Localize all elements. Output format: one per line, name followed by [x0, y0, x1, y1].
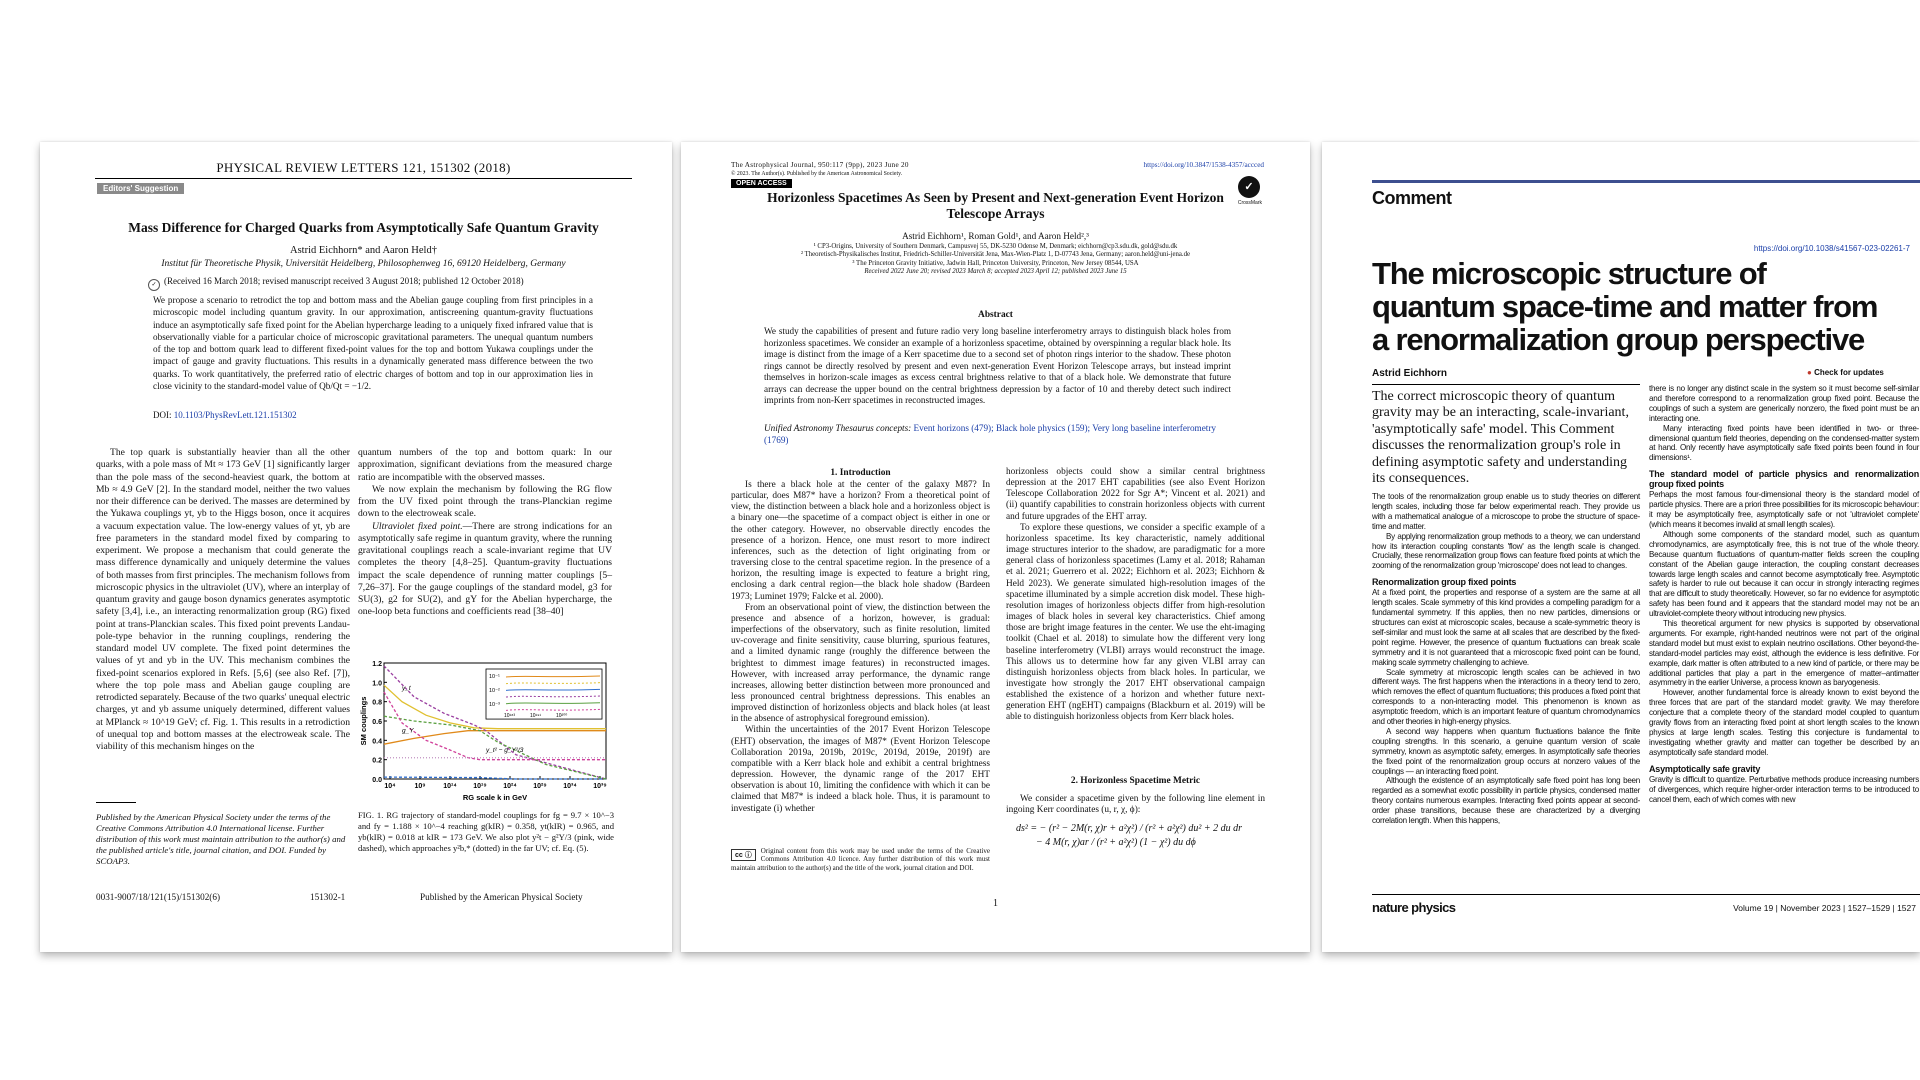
body-column-left: The top quark is substantially heavier than all the other quarks, with a pole mass of Mt ≈ 173 GeV [1] significantly larger than the pole mass of the second-heaviest quark, the bottom at Mb ≈ 4.9 GeV [2]. In the standard model, neither the two values nor their difference can be derived. The masses are determined by the Yukawa couplings yt, yb to the Higgs boson, once it acquires a vacuum expectation value. The low-energy values of yt, yb are free parameters in the standard model fixed by comparing to experiment. We propose a mechanism that could generate the mass difference dynamically and uniquely determine the values of both masses from first principles. The mechanism follows from microscopic physics in the ultraviolet (UV), where an interplay of quantum gravity and gauge boson dynamics generates asymptotic safety [3,4], i.e., an interacting renormalization group (RG) fixed point at trans-Planckian scales. This fixed point prevents Landau-pole-type behavior in the running couplings, rendering the standard model UV complete. The fixed point determines the values of yt and yb in the UV. This mechanism combines the fixed-point scenarios explored in Refs. [5,6] (see also Ref. [7]), where the top pole mass and Abelian gauge coupling are retrodicted separately. Because of the two quarks' unequal electric charges, yt and yb assume uniquely determined, different values at MPlanck ≈ 10^19 GeV; cf. Fig. 1. This results in a retrodiction of unequal top and bottom masses at the electroweak scale. The viability of this mechanism hinges on the	[96, 447, 351, 752]
affiliation-1: ¹ CP3-Origins, University of Southern Denmark, Campusvej 55, DK-5230 Odense M, Denmark; eichhorn@cp3.sdu.dk, gold@sdu.dk	[813, 243, 1178, 250]
crossmark-label: CrossMark	[1237, 200, 1262, 206]
body-paragraph: Scale symmetry at microscopic length scales can be achieved in two different ways. The first happens when the interactions in a theory tend to zero, which removes the effect of quantum fluctuations; this produces a fixed point that corresponds to a non-interacting model. This phenomenon is known as asymptotic freedom, which is an important feature of quantum chromodynamics and other theories in high-energy physics.	[1372, 667, 1640, 727]
inset-x-label: 10¹⁹¹	[530, 713, 542, 720]
check-updates-button[interactable]: ● Check for updates	[1807, 368, 1884, 377]
x-tick-label: 10²⁴	[503, 783, 517, 790]
footer-publisher: Published by the American Physical Society	[420, 892, 583, 902]
footer-rule	[1372, 894, 1920, 895]
x-tick-label: 10⁹	[414, 783, 426, 790]
inset-y-label: 10⁻¹	[489, 674, 500, 680]
article-type: Comment	[1372, 188, 1452, 208]
page-number: 1	[993, 898, 998, 909]
body-paragraph: quantum numbers of the top and bottom quark: In our approximation, significant deviations from the measured charge ratio are incompatible with the observed masses.	[358, 447, 612, 483]
open-access-badge: OPEN ACCESS	[731, 179, 792, 188]
paper-page-apj	[681, 142, 1310, 952]
journal-header: The Astrophysical Journal, 950:117 (9pp), 2023 June 20	[731, 161, 909, 169]
affiliation: Institut für Theoretische Physik, Universität Heidelberg, Philosophenweg 16, 69120 Heidelberg, Germany	[161, 259, 566, 269]
body-paragraph: We now explain the mechanism by following the RG flow from the UV fixed point through the trans-Planckian regime down to the electroweak scale.	[358, 483, 612, 520]
uat-concepts: Unified Astronomy Thesaurus concepts: Event horizons (479); Black hole physics (159); Very long baseline interferometry (1769)	[764, 423, 1216, 445]
standfirst: The correct microscopic theory of quantum gravity may be an interacting, scale-invariant, 'asymptotically safe' model. This Comment discusses the renormalization group's role in defining asymptotic safety and understanding its consequences.	[1372, 384, 1640, 487]
body-paragraph: We consider a spacetime given by the following line element in ingoing Kerr coordinates (u, r, χ, ϕ):	[1006, 794, 1265, 816]
affiliation-2: ² Theoretisch-Physikalisches Institut, Friedrich-Schiller-Universität Jena, Max-Wien-Platz 1, D-07743 Jena, Germany; aaron.held@uni-jena.de	[800, 251, 1191, 259]
uat-links[interactable]: Event horizons (479); Black hole physics (159); Very long baseline interferometry (1769)	[764, 423, 1216, 445]
body-column-right	[358, 447, 612, 619]
paper-title: Mass Difference for Charged Quarks from Asymptotically Safe Quantum Gravity	[128, 220, 599, 235]
paper-page-prl	[40, 142, 672, 952]
body-paragraph: Although some components of the standard model, such as quantum chromodynamics, are asymptotically free, this is not true of the whole theory. Because quantum fluctuations of quantum-matter fields screen the coupling constant of the Abelian gauge interaction, the coupling constant decreases towards large length scales and cannot become asymptotically free. Asymptotic safety is harder to rule out because it can occur in strongly interacting regimes that are difficult to study theoretically. However, so far no evidence for asymptotic safety has been found and it appears that the standard model may not be an ultraviolet-complete theory without introducing new physics.	[1649, 529, 1919, 619]
equation	[1016, 822, 1266, 850]
body-paragraph: Within the uncertainties of the 2017 Event Horizon Telescope (EHT) observation, the images of M87* (Event Horizon Telescope Collaboration 2019a, 2019b, 2019c, 2019d, 2019e, 2019f) are compatible with a Kerr black hole and exhibit a central brightness depression. However, the dynamic range of the 2017 EHT observation is about 10, limiting the confidence with which it can be claimed that M87* is indeed a black hole. Thus, it is paramount to investigate (i) whether	[731, 725, 990, 814]
body-paragraph: horizonless objects could show a similar central brightness depression at the 2017 EHT capabilities (see also Event Horizon Telescope Collaboration 2022 for Sgr A*; Vincent et al. 2021) and (ii) quantify capabilities to constrain horizonless objects with current and future upgrades of the EHT array.	[1006, 467, 1265, 522]
x-tick-label: 10¹⁹	[473, 783, 487, 790]
paper-title: The microscopic structure of quantum space-time and matter from a renormalization group perspective	[1372, 256, 1878, 357]
body-paragraph: By applying renormalization group methods to a theory, we can understand how its interaction coupling constants 'flow' as the length scale is changed. Crucially, these renormalization group flows can feature fixed points at which the zooming of the renormalization group 'microscope' does not lead to changes.	[1372, 531, 1640, 571]
cc-badge-icon: cc ⓘ	[731, 849, 756, 861]
section-heading: Renormalization group fixed points	[1372, 577, 1517, 588]
license-note: cc ⓘ Original content from this work may be used under the terms of the Creative Commons Attribution 4.0 licence. Any further distribution of this work must maintain attribution to the author(s) and the title of the work, journal citation and DOI.	[731, 847, 990, 872]
inset-y-label: 10⁻²	[489, 688, 500, 694]
affiliations	[731, 243, 1260, 276]
body-paragraph: This theoretical argument for new physics is supported by observational arguments. For example, right-handed neutrinos were not part of the original standard model but must exist to explain neutrino oscillations. Other beyond-the-standard-model particles may exist, although the evidence is less definitive. For example, dark matter is often attributed to a new kind of particle, or there may be additional particles that play a part in the emergence of matter–antimatter asymmetry in the earlier Universe, a process known as baryogenesis.	[1649, 619, 1919, 688]
body-paragraph: A second way happens when quantum fluctuations balance the finite coupling strengths. In this scenario, a genuine quantum version of scale symmetry, known as asymptotic safety, emerges. In asymptotically safe theories the fixed point of the renormalization group occurs at nonzero values of the couplings — an interacting fixed point.	[1372, 726, 1640, 776]
paper-title: Horizonless Spacetimes As Seen by Present and Next-generation Event Horizon Telescope Arrays	[767, 190, 1224, 221]
series-line-gY	[384, 731, 606, 745]
section-heading-introduction: 1. Introduction	[830, 468, 891, 478]
x-tick-label: 10³⁹	[593, 783, 607, 790]
doi-link[interactable]: https://doi.org/10.1038/s41567-023-02261-7	[1753, 244, 1910, 253]
doi-line: DOI: 10.1103/PhysRevLett.121.151302	[153, 410, 297, 420]
abstract: We study the capabilities of present and future radio very long baseline interferometry arrays to distinguish black holes from horizonless spacetimes. We consider an example of a horizonless spacetime, obtained by overspinning a regular black hole. Its image is distinct from the image of a Kerr spacetime due to a second set of photon rings interior to the shadow. These photon rings cannot be directly resolved by present and even next-generation Event Horizon Telescope arrays, but instead imprint themselves in horizon-scale images as excess central brightness relative to that of a black hole. We demonstrate that future arrays can decrease the upper bound on the central brightness depression by a factor of 10 and thereby detect such indirect imprints from non-Kerr spacetimes in reconstructed images.	[764, 326, 1231, 405]
authors: Astrid Eichhorn¹, Roman Gold¹, and Aaron Held²,³	[902, 231, 1089, 241]
body-column-right	[1006, 467, 1265, 724]
copyright: © 2023. The Author(s). Published by the American Astronomical Society.	[731, 171, 903, 177]
authors: Astrid Eichhorn* and Aaron Held†	[290, 245, 437, 256]
x-axis-label: RG scale k in GeV	[462, 793, 528, 802]
check-updates-icon: ●	[1807, 368, 1815, 377]
y-axis-label: SM couplings	[359, 696, 368, 746]
inset-line-g2	[506, 703, 600, 704]
x-tick-label: 10³⁴	[563, 783, 577, 790]
top-accent-bar	[1372, 180, 1920, 183]
journal-logo: nature physics	[1372, 900, 1456, 915]
body-paragraph: Many interacting fixed points have been identified in two- or three-dimensional quantum field theories, depending on the condensed-matter system at hand. Only recently have asymptotically safe fixed points been found in four dimensions¹.	[1649, 423, 1919, 463]
inset-line-gY	[506, 676, 600, 677]
body-paragraph: Gravity is difficult to quantize. Perturbative methods produce increasing numbers of divergences, which require higher-order interaction terms to be introduced to cancel them, each of which comes with new	[1649, 774, 1919, 804]
body-column-right	[1649, 384, 1919, 804]
author: Astrid Eichhorn	[1372, 368, 1448, 379]
y-tick-label: 0.4	[372, 738, 382, 746]
equation-line: ds² = − (r² − 2M(r, χ)r + a²χ²) / (r² + a²χ²) du² + 2 du dr	[1016, 823, 1243, 834]
y-tick-label: 0.8	[372, 699, 382, 707]
crossmark-icon[interactable]: ✓	[148, 279, 160, 291]
y-tick-label: 1.2	[372, 661, 382, 668]
inset-x-label: 10¹⁸³	[504, 713, 516, 720]
body-column-left	[731, 480, 990, 815]
body-paragraph: However, another fundamental force is already known to exist beyond the three forces that are part of the standard model: gravity. We may therefore conjecture that a complete theory of the standard model coupled to quantum gravity flows from an interacting fixed point at short length scales to the known physics at large length scales. Testing this conjecture is fundamental to investigating whether gravity and matter can together be described by an asymptotically safe standard model.	[1649, 688, 1919, 757]
inset-line-yb	[506, 689, 600, 690]
affiliation-3: ³ The Princeton Gravity Initiative, Jadwin Hall, Princeton University, Princeton, New Jersey 08544, USA	[852, 259, 1139, 267]
equation-line: − 4 M(r, χ)ar / (r² + a²χ²) (1 − χ²) du dϕ	[1036, 837, 1196, 848]
body-paragraph: From an observational point of view, the distinction between the presence and absence of a horizon, however, is gradual: imperfections of the observatory, such as finite resolution, limited uv-coverage and finite sensitivity, cause blurring, spurious features, and a limited dynamic range (roughly the difference between the brightest to dimmest image features) in reconstructed images. However, with increased array performance, the dynamic range increases, allowing better distinction between more pronounced and less pronounced central brightness depressions. This enables an improved distinction of horizonless objects and black holes (at least in the absence of astrophysical foreground emission).	[731, 602, 990, 725]
inset-x-label: 10²⁰⁰	[556, 713, 568, 720]
dates: Received 2022 June 20; revised 2023 March 8; accepted 2023 April 12; published 2023 June 15	[864, 267, 1127, 275]
doi-link[interactable]: https://doi.org/10.3847/1538-4357/accced	[1143, 161, 1264, 169]
abstract: We propose a scenario to retrodict the top and bottom mass and the Abelian gauge coupling from first principles in a microscopic model including quantum gravity. In our approximation, antiscreening quantum-gravity fluctuations induce an asymptotically safe fixed point for the Abelian hypercharge leading to a uniquely fixed infrared value that is observationally viable for a particular choice of microscopic gravitational parameters. The unequal quantum numbers of the top and bottom quark lead to different fixed-point values for the top and bottom Yukawa couplings under the impact of gauge and gravity fluctuations. This results in a dynamically generated mass difference between the two quarks. To work quantitatively, the preferred ratio of electric charges of bottom and top in our approximation lies in close vicinity to the standard-model value of Qb/Qt = −1/2.	[153, 295, 593, 392]
abstract-heading: Abstract	[978, 310, 1013, 320]
section-heading: Asymptotically safe gravity	[1649, 763, 1761, 774]
inset-y-label: 10⁻³	[489, 702, 500, 708]
figure-caption: FIG. 1. RG trajectory of standard-model couplings for fg = 9.7 × 10^−3 and fy = 1.188 × 10^−4 reaching g(kIR) = 0.358, yt(kIR) = 0.965, and yb(kIR) = 0.018 at kIR = 173 GeV. We also plot y²t − g²Y/3 (pink, wide dashed), which approaches y²b,* (dotted) in the far UV; cf. Eq. (5).	[358, 810, 614, 853]
body-paragraph: Although the existence of an asymptotically safe fixed point has long been regarded as a somewhat exotic possibility in particle physics, condensed matter theory contains numerous examples. Interacting fixed points appear at second-order phase transitions, because these are characterized by a diverging correlation length. When this happens,	[1372, 776, 1640, 826]
series-label: y_t	[402, 685, 411, 693]
doi-link[interactable]: 10.1103/PhysRevLett.121.151302	[173, 410, 297, 420]
y-tick-label: 0.0	[372, 777, 382, 784]
series-label: y_t² − g_Y²/3	[486, 746, 524, 754]
license-footnote: Published by the American Physical Society under the terms of the Creative Commons Attribution 4.0 International license. Further distribution of this work must maintain attribution to the author(s) and the published article's title, journal citation, and DOI. Funded by SCOAP3.	[96, 812, 346, 866]
x-tick-label: 10⁴	[384, 783, 396, 790]
footnote-rule	[96, 802, 136, 803]
paper-page-nature-physics	[1322, 142, 1920, 952]
body-paragraph: there is no longer any distinct scale in the system so it must become self-similar and therefore correspond to a renormalization group fixed point. Because the couplings of such a system are generically nonzero, the fixed point must be an interacting one.	[1649, 384, 1919, 423]
y-tick-label: 1.0	[372, 680, 382, 688]
body-paragraph: Perhaps the most famous four-dimensional theory is the standard model of particle physics. There are a priori three possibilities for its microscopic behaviour: it may be asymptotically free, asymptotically safe or not 'ultraviolet complete' (which means it becomes invalid at small length scales).	[1649, 490, 1919, 529]
header-rule	[95, 178, 632, 179]
body-paragraph: At a fixed point, the properties and response of a system are the same at all length scales. Scale symmetry of this kind provides a compelling paradigm for a fundamental symmetry. If this applies, then no new particles, dimensions or structures can exist at microscopic scales, because a scale-symmetric theory is self-similar and must look the same at all scales that are described by the fixed-point regime. However, the presence of quantum fluctuations can break scale symmetry and it is not guaranteed that a microscopic fixed point can be found, making scale symmetry challenging to achieve.	[1372, 588, 1640, 667]
rg-flow-chart	[358, 657, 614, 807]
body-paragraph: The tools of the renormalization group enable us to study theories on different length scales, including those far below experimental reach. They provide us with a mathematical analogue of a microscope to probe the structure of space-time and matter.	[1372, 492, 1640, 531]
body-paragraph: To explore these questions, we consider a specific example of a horizonless spacetime. Its key characteristic, namely additional image structures interior to the shadow, are paradigmatic for a more general class of horizonless spacetimes (Lamy et al. 2018; Rahaman et al. 2021; Guerrero et al. 2022; Eichhorn et al. 2023; Eichhorn & Held 2023). We generate simulated high-resolution images of the spacetime illuminated by a simple accretion disk model. These high-resolution images of horizonless objects differ from high-resolution images of black holes in several key characteristics. Chief among those are bright image features in the center. We use the eht-imaging toolkit (Chael et al. 2018) to simulate how the different very long baseline interferometry (VLBI) arrays would reconstruct the image. This allows us to determine how far any given VLBI array can distinguish horizonless objects from black holes. In particular, we investigate how strongly the 2017 EHT observational campaign established the existence of a horizon and whether future next-generation EHT (ngEHT) campaigns (Blackburn et al. 2019) will be able to distinguish horizonless objects from Kerr black holes.	[1006, 522, 1265, 723]
body-column-left	[1372, 492, 1640, 826]
series-label: g_Y	[402, 727, 414, 735]
x-tick-label: 10²⁹	[533, 783, 547, 790]
section-heading: The standard model of particle physics and renormalization group fixed points	[1649, 469, 1919, 490]
y-tick-label: 0.2	[372, 757, 382, 765]
footer-page: 151302-1	[310, 892, 346, 902]
journal-header: PHYSICAL REVIEW LETTERS 121, 151302 (2018)	[216, 160, 511, 175]
received-dates: ✓ (Received 16 March 2018; revised manuscript received 3 August 2018; published 12 October 2018)	[148, 276, 632, 291]
editors-suggestion-badge: Editors' Suggestion	[97, 183, 184, 194]
footer-code: 0031-9007/18/121(15)/151302(6)	[96, 892, 221, 902]
y-tick-label: 0.6	[372, 719, 382, 726]
x-tick-label: 10¹⁴	[443, 783, 457, 790]
body-paragraph: Is there a black hole at the center of the galaxy M87? In particular, does M87* have a horizon? From a theoretical point of view, the distinction between a black hole and a horizonless object is a binary one—the spacetime of a compact object is either in one or the other category. However, no observable directly encodes the presence of a horizon. Hence, one must resort to more indirect inferences, such as the detection of light originating from or traversing close to the central spacetime region. In the presence of a horizon, the resulting image is expected to feature a bright ring, enclosing a dark central region—the black hole shadow (Bardeen 1973; Luminet 1979; Falcke et al. 2000).	[731, 480, 990, 602]
section-heading-metric: 2. Horizonless Spacetime Metric	[1070, 776, 1201, 786]
volume-info: Volume 19 | November 2023 | 1527–1529 | 1527	[1733, 903, 1916, 913]
crossmark-icon[interactable]: ✓	[1238, 176, 1260, 198]
body-paragraph: Ultraviolet fixed point.—There are strong indications for an asymptotically safe regime in quantum gravity, where the running gravitational couplings reach a scale-invariant regime that UV completes the theory [4,8–25]. Quantum-gravity fluctuations impact the scale dependence of running matter couplings [5–7,26–37]. For the gauge couplings of the standard model, g3 for SU(3), g2 for SU(2), and gY for the Abelian hypercharge, the one-loop beta functions and coefficients read [38–40]	[358, 520, 612, 618]
